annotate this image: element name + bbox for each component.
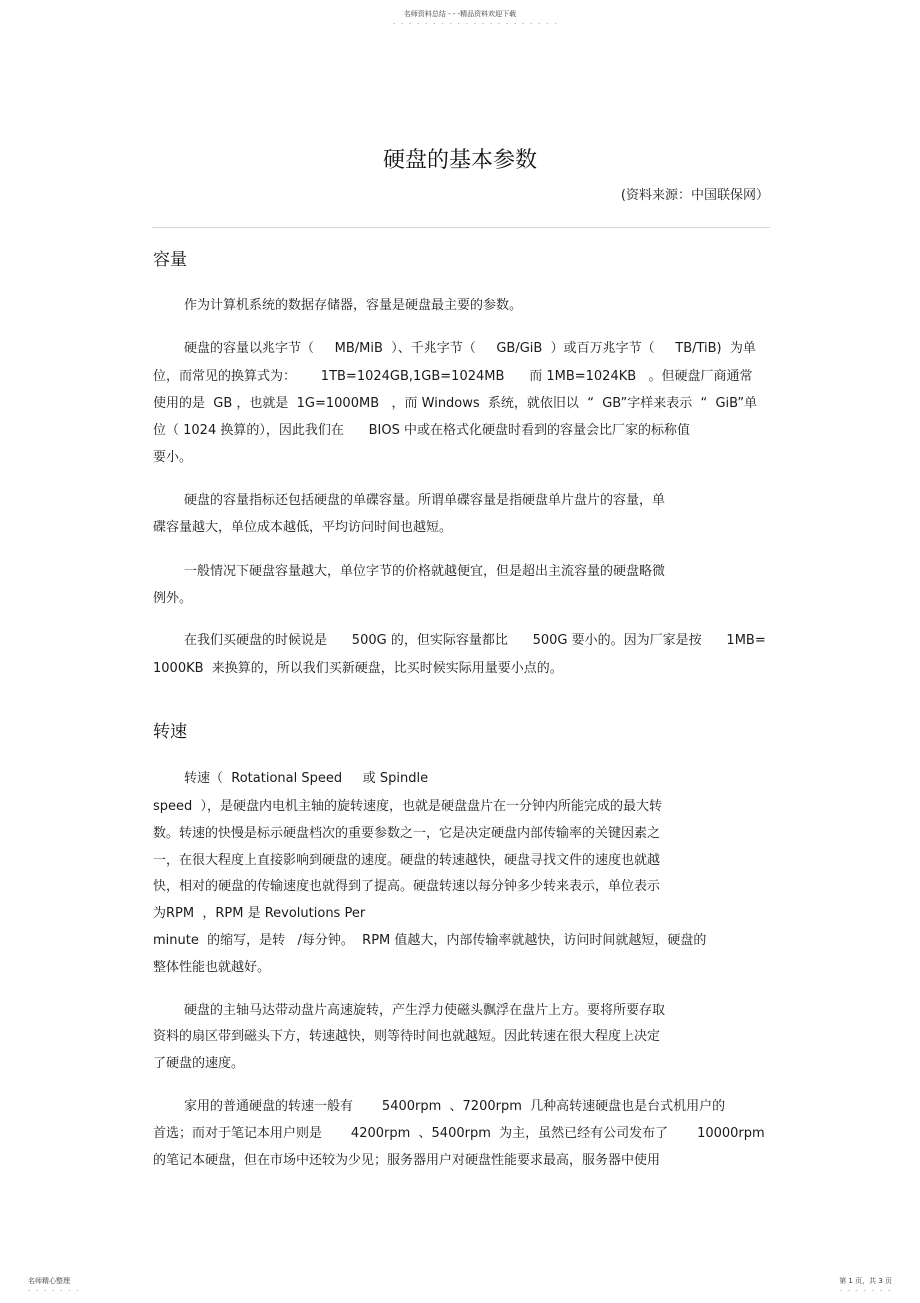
paragraph-line: 家用的普通硬盘的转速一般有 5400rpm 、7200rpm 几种高转速硬盘也是台式机用户的 [184, 1099, 726, 1114]
paragraph-line: 硬盘的容量以兆字节（ MB/MiB ）、千兆字节（ GB/GiB ）或百万兆字节（ TB/TiB) 为单 [184, 341, 756, 356]
paragraph-line: 位，而常见的换算式为： 1TB=1024GB,1GB=1024MB 而 1MB=1024KB 。但硬盘厂商通常 [153, 369, 753, 384]
section-heading-capacity: 容量 [153, 250, 187, 270]
paragraph-line: 的笔记本硬盘，但在市场中还较为少见；服务器用户对硬盘性能要求最高，服务器中使用 [153, 1153, 661, 1168]
paragraph-line: 位（ 1024 换算的），因此我们在 BIOS 中或在格式化硬盘时看到的容量会比厂家的标称值 [153, 423, 691, 438]
paragraph-line: 在我们买硬盘的时候说是 500G 的，但实际容量都比 500G 要小的。因为厂家是按 1MB= [184, 633, 766, 648]
paragraph-line: 硬盘的主轴马达带动盘片高速旋转，产生浮力使磁头飘浮在盘片上方。要将所要存取 [184, 1003, 666, 1018]
paragraph-line: 数。转速的快慢是标示硬盘档次的重要参数之一，它是决定硬盘内部传输率的关键因素之 [153, 826, 661, 841]
page-number: 第 1 页，共 3 页 [839, 1277, 892, 1285]
footer-dots-right: - - - - - - - [839, 1287, 892, 1294]
divider [152, 227, 770, 228]
paragraph-line: 硬盘的容量指标还包括硬盘的单碟容量。所谓单碟容量是指硬盘单片盘片的容量，单 [184, 493, 666, 508]
paragraph-line: 快，相对的硬盘的传输速度也就得到了提高。硬盘转速以每分钟多少转来表示，单位表示 [153, 879, 661, 894]
section-heading-speed: 转速 [153, 722, 187, 742]
source-note: (资料来源：中国联保网） [620, 188, 769, 203]
paragraph-line: 例外。 [153, 591, 193, 606]
paragraph-line: minute 的缩写，是转 /每分钟。 RPM 值越大，内部传输率就越快，访问时间就越短，硬盘的 [153, 933, 707, 948]
page-title: 硬盘的基本参数 [382, 148, 537, 173]
paragraph-line: 要小。 [153, 450, 193, 465]
paragraph-line: speed ），是硬盘内电机主轴的旋转速度，也就是硬盘盘片在一分钟内所能完成的最大转 [153, 799, 663, 814]
paragraph-line: 碟容量越大，单位成本越低，平均访问时间也越短。 [153, 520, 453, 535]
paragraph-line: 一般情况下硬盘容量越大，单位字节的价格就越便宜，但是超出主流容量的硬盘略微 [184, 564, 666, 579]
paragraph-line: 首选；而对于笔记本用户则是 4200rpm 、5400rpm 为主，虽然已经有公司发布了 10000rpm [153, 1126, 765, 1141]
paragraph-line: 为RPM ，RPM 是 Revolutions Per [153, 906, 366, 921]
paragraph-line: 使用的是 GB ，也就是 1G=1000MB ，而 Windows 系统，就依旧以 “ GB”字样来表示 “ GiB”单 [153, 396, 758, 411]
footer-dots-left: - - - - - - - [28, 1287, 81, 1294]
footer-left: 名师精心整理 [28, 1277, 70, 1285]
paragraph-line: 整体性能也就越好。 [153, 960, 271, 975]
paragraph-line: 作为计算机系统的数据存储器，容量是硬盘最主要的参数。 [184, 298, 523, 313]
paragraph-line: 一，在很大程度上直接影响到硬盘的速度。硬盘的转速越快，硬盘寻找文件的速度也就越 [153, 853, 661, 868]
header-dots: - - - - - - - - - - - - - - - - - - - - - [393, 20, 559, 27]
paragraph-line: 转速（ Rotational Speed 或 Spindle [184, 771, 429, 786]
header-note: 名师资料总结 - - -精品资料欢迎下载 [403, 10, 517, 18]
paragraph-line: 1000KB 来换算的，所以我们买新硬盘，比买时候实际用量要小点的。 [153, 661, 563, 676]
paragraph-line: 资料的扇区带到磁头下方，转速越快，则等待时间也就越短。因此转速在很大程度上决定 [153, 1029, 661, 1044]
paragraph-line: 了硬盘的速度。 [153, 1056, 245, 1071]
